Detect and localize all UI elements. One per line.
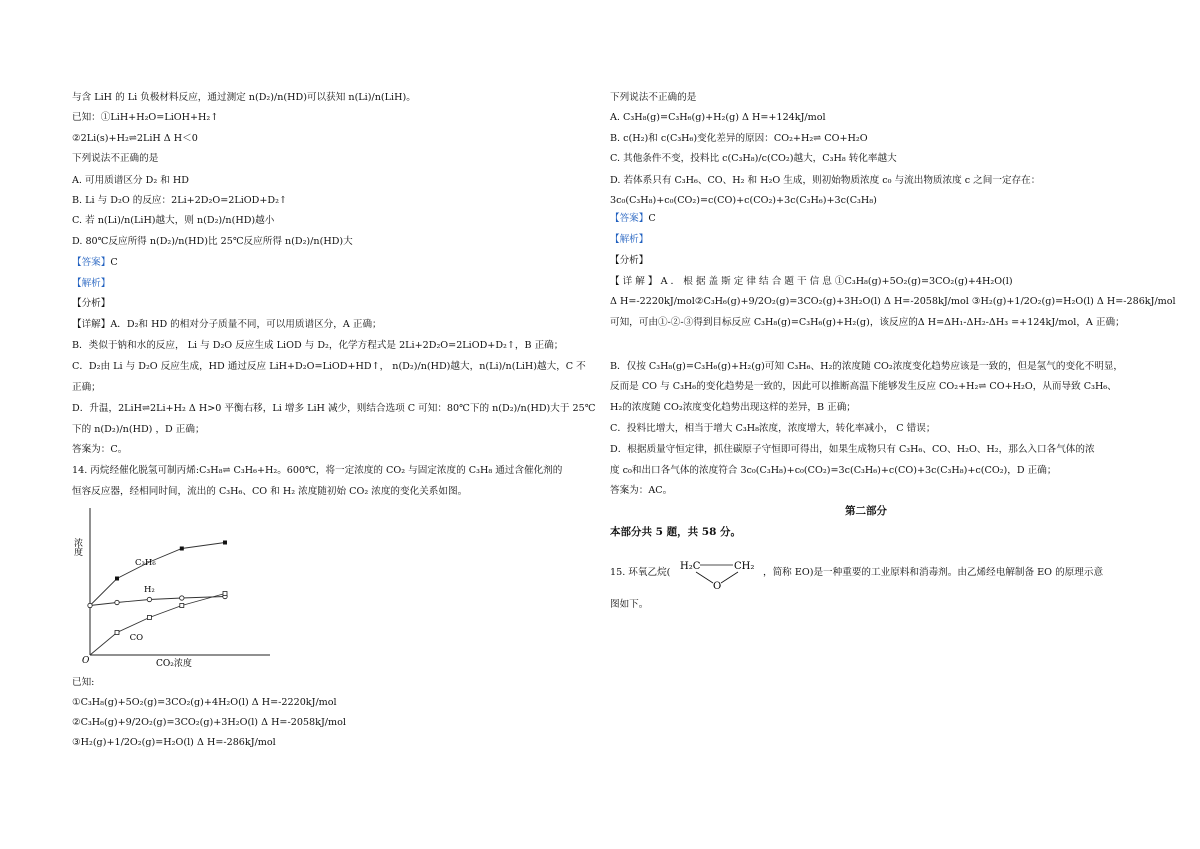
option-b: B. Li 与 D₂O 的反应：2Li+2D₂O=2LiOD+D₂↑ xyxy=(72,195,287,206)
chart-markers xyxy=(88,541,227,635)
option-b: B. c(H₂)和 c(C₃H₆)变化差异的原因：CO₂+H₂⇌ CO+H₂O xyxy=(610,133,868,144)
data-point xyxy=(115,600,119,604)
text-line: B．类似于钠和水的反应， Li 与 D₂O 反应生成 LiOD 与 D₂，化学方程式是 2Li+2D₂O=2LiOD+D₂↑，B 正确； xyxy=(72,340,564,351)
series-label: CO xyxy=(129,633,144,643)
analysis-label: 【解析】 xyxy=(72,278,111,289)
option-c: C. 其他条件不变，投料比 c(C₃H₈)/c(CO₂)越大，C₃H₈ 转化率越大 xyxy=(610,153,897,164)
question-14: 14. 丙烷经催化脱氢可制丙烯:C₃H₈⇌ C₃H₆+H₂。600℃，将一定浓度的 CO₂ 与固定浓度的 C₃H₈ 通过含催化剂的 xyxy=(72,465,563,476)
epoxide-structure xyxy=(680,553,760,593)
epoxide-left-atom: H₂C xyxy=(680,561,701,572)
text-line: 【 详 解 】 A ． 根 据 盖 斯 定 律 结 合 题 干 信 息 ①C₃H₈(g)+5O₂(g)=3CO₂(g)+4H₂O(l) xyxy=(610,276,1013,287)
answer-label: 【答案】 xyxy=(72,257,111,268)
data-point xyxy=(147,616,151,620)
answer-label: 【答案】 xyxy=(610,213,649,224)
text-line: 正确； xyxy=(72,382,101,393)
equation-1: ①C₃H₈(g)+5O₂(g)=3CO₂(g)+4H₂O(l) Δ H=-2220kJ/mol xyxy=(72,697,337,708)
text-line: D．根据质量守恒定律，抓住碳原子守恒即可得出，如果生成物只有 C₃H₆、CO、H₂O、H₂，那么入口各气体的浓 xyxy=(610,444,1095,455)
option-a: A. C₃H₈(g)=C₃H₆(g)+H₂(g) Δ H=+124kJ/mol xyxy=(610,112,826,123)
x-axis-label: CO₂浓度 xyxy=(156,659,192,669)
series-line xyxy=(90,543,225,606)
text-line: 已知: xyxy=(72,677,95,688)
text-line: C．投料比增大，相当于增大 C₃H₈浓度，浓度增大，转化率减小， C 错误； xyxy=(610,423,936,434)
text-line: 答案为：C。 xyxy=(72,444,128,455)
text-line: 3c₀(C₃H₈)+c₀(CO₂)=c(CO)+c(CO₂)+3c(C₃H₆)+3c(C₃H₈) xyxy=(610,195,877,206)
question-15-rest: ，简称 EO)是一种重要的工业原料和消毒剂。由乙烯经电解制备 EO 的原理示意 xyxy=(763,567,1104,578)
option-a: A. 可用质谱区分 D₂ 和 HD xyxy=(72,175,189,186)
epoxide-co-bond-left xyxy=(696,572,713,583)
data-point xyxy=(115,631,119,635)
equation-2: ②C₃H₆(g)+9/2O₂(g)=3CO₂(g)+3H₂O(l) Δ H=-2058kJ/mol xyxy=(72,717,346,728)
answer-line xyxy=(610,212,656,225)
text-line: 恒容反应器，经相同时间，流出的 C₃H₆、CO 和 H₂ 浓度随初始 CO₂ 浓度的变化关系如图。 xyxy=(72,486,468,497)
data-point xyxy=(115,577,119,581)
series-label: H₂ xyxy=(144,585,155,595)
series-line xyxy=(90,594,225,656)
data-point xyxy=(88,603,92,607)
text-line: 与含 LiH 的 Li 负极材料反应，通过测定 n(D₂)/n(HD)可以获知 n(Li)/n(LiH)。 xyxy=(72,92,416,103)
option-c: C. 若 n(Li)/n(LiH)越大，则 n(D₂)/n(HD)越小 xyxy=(72,215,275,226)
answer-line xyxy=(72,256,118,269)
text-line: 【分析】 xyxy=(72,298,111,309)
text-line: 反而是 CO 与 C₃H₆的变化趋势是一致的，因此可以推断高温下能够发生反应 CO₂+H₂⇌ CO+H₂O，从而导致 C₃H₆、 xyxy=(610,381,1117,392)
epoxide-co-bond-right xyxy=(721,572,738,583)
answer-value: C xyxy=(648,213,656,224)
text-line: 答案为：AC。 xyxy=(610,485,673,496)
answer-value: C xyxy=(110,257,118,268)
data-point xyxy=(180,604,184,608)
equation-3: ③H₂(g)+1/2O₂(g)=H₂O(l) Δ H=-286kJ/mol xyxy=(72,737,276,748)
text-line: H₂的浓度随 CO₂浓度变化趋势出现这样的差异，B 正确； xyxy=(610,402,856,413)
text-line: 图如下。 xyxy=(610,599,649,610)
data-point xyxy=(180,547,184,551)
text-line: 度 c₀和出口各气体的浓度符合 3c₀(C₃H₈)+c₀(CO₂)=3c(C₃H₆)+c(CO)+3c(C₃H₈)+c(CO₂)，D 正确； xyxy=(610,465,1057,476)
concentration-chart xyxy=(70,500,285,675)
data-point xyxy=(147,597,151,601)
question-15-start: 15. 环氧乙烷( xyxy=(610,567,671,578)
epoxide-right-atom: CH₂ xyxy=(734,561,755,572)
text-line: 【详解】A．D₂和 HD 的相对分子质量不同，可以用质谱区分，A 正确； xyxy=(72,319,382,330)
chart-curves xyxy=(90,543,225,656)
data-point xyxy=(180,596,184,600)
data-point xyxy=(223,541,227,545)
series-line xyxy=(90,597,225,606)
data-point xyxy=(223,592,227,596)
section-title: 第二部分 xyxy=(845,505,887,517)
text-line: 已知：①LiH+H₂O=LiOH+H₂↑ xyxy=(72,112,219,123)
text-line: C．D₂由 Li 与 D₂O 反应生成，HD 通过反应 LiH+D₂O=LiOD+HD↑， n(D₂)/n(HD)越大，n(Li)/n(LiH)越大，C 不 xyxy=(72,361,586,372)
text-line: Δ H=-2220kJ/mol②C₃H₆(g)+9/2O₂(g)=3CO₂(g)+3H₂O(l) Δ H=-2058kJ/mol ③H₂(g)+1/2O₂(g)=H₂O(l) Δ H=-286kJ/mol xyxy=(610,296,1176,307)
text-line: B．仅按 C₃H₈(g)=C₃H₆(g)+H₂(g)可知 C₃H₆、H₂的浓度随 CO₂浓度变化趋势应该是一致的，但是氢气的变化不明显， xyxy=(610,361,1124,372)
option-d: D. 80℃反应所得 n(D₂)/n(HD)比 25℃反应所得 n(D₂)/n(HD)大 xyxy=(72,236,353,247)
text-line: 下列说法不正确的是 xyxy=(610,92,697,103)
text-line: 【分析】 xyxy=(610,255,649,266)
option-d: D. 若体系只有 C₃H₆、CO、H₂ 和 H₂O 生成，则初始物质浓度 c₀ 与流出物质浓度 c 之间一定存在： xyxy=(610,175,1041,186)
text-line: ②2Li(s)+H₂⇌2LiH Δ H＜0 xyxy=(72,133,198,144)
section-subtitle: 本部分共 5 题，共 58 分。 xyxy=(610,526,742,538)
origin-label: O xyxy=(82,656,90,666)
series-label: C₃H₆ xyxy=(135,558,156,568)
epoxide-oxygen-atom: O xyxy=(713,581,722,592)
y-axis-label: 浓度 xyxy=(72,538,82,556)
analysis-label: 【解析】 xyxy=(610,234,649,245)
text-line: 可知，可由①-②-③得到目标反应 C₃H₈(g)=C₃H₆(g)+H₂(g)，该反应的Δ H=ΔH₁-ΔH₂-ΔH₃ =+124kJ/mol，A 正确； xyxy=(610,317,1125,328)
text-line: D．升温，2LiH⇌2Li+H₂ Δ H>0 平衡右移，Li 增多 LiH 减少，则结合选项 C 可知：80℃下的 n(D₂)/n(HD)大于 25℃ xyxy=(72,403,596,414)
text-line: 下的 n(D₂)/n(HD) ，D 正确； xyxy=(72,424,205,435)
text-line: 下列说法不正确的是 xyxy=(72,153,159,164)
